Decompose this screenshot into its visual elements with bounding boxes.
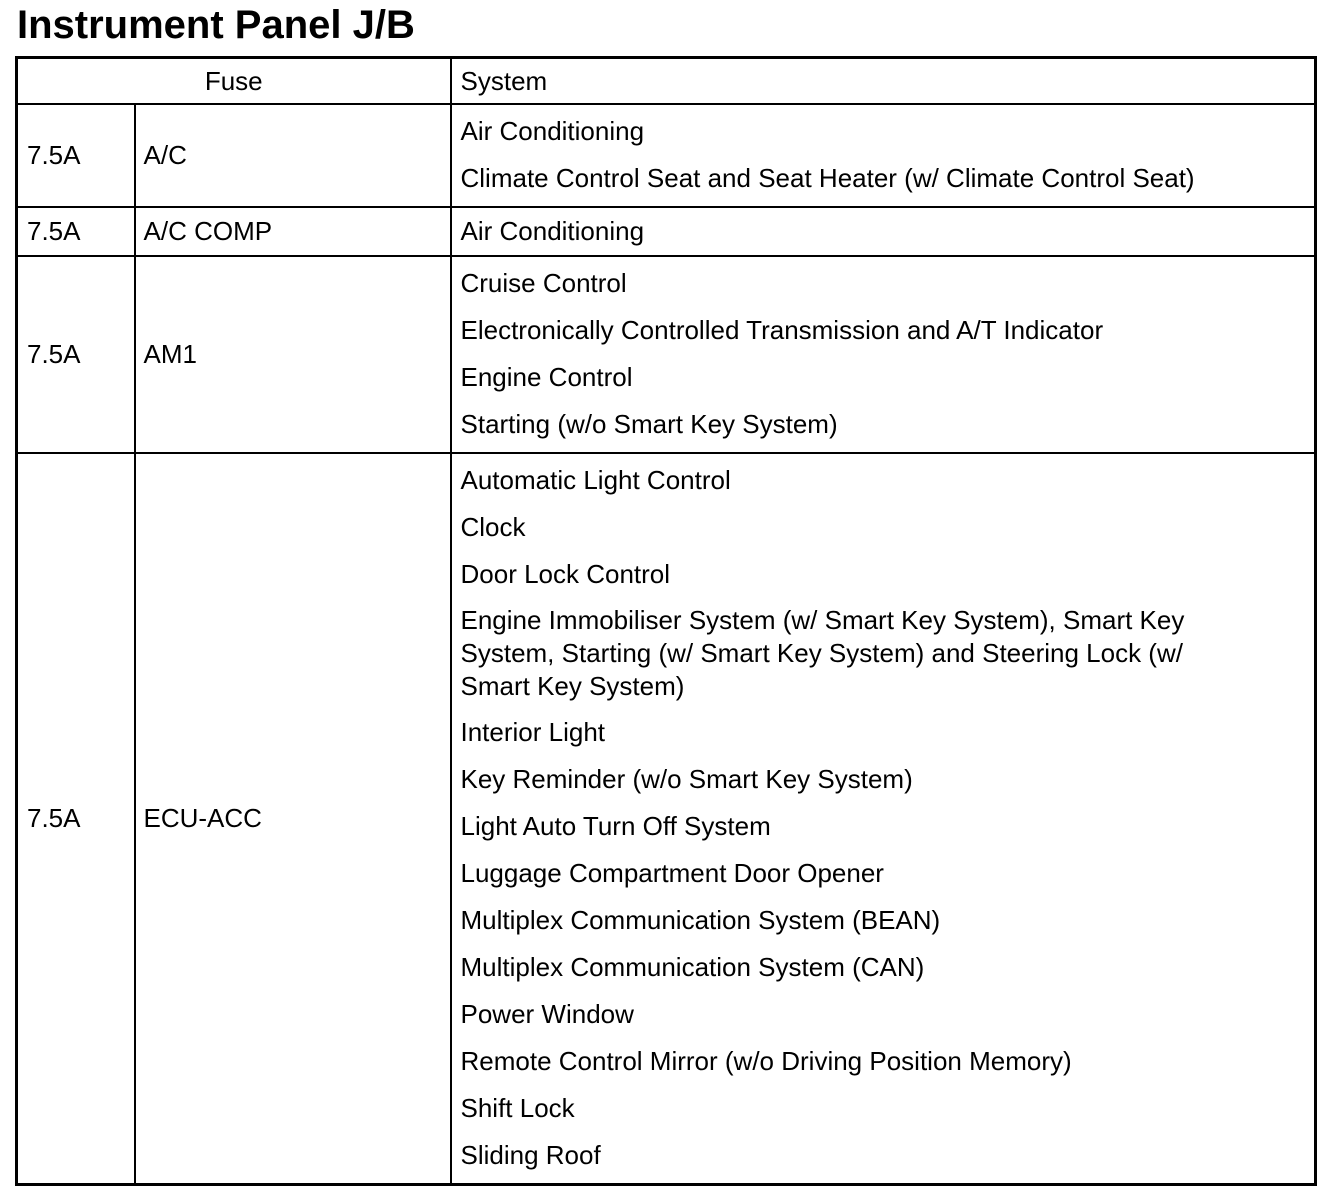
fuse-name: A/C: [135, 104, 451, 207]
system-item: Automatic Light Control: [460, 465, 731, 495]
system-item: Multiplex Communication System (BEAN): [460, 905, 941, 935]
fuse-name: ECU-ACC: [135, 453, 451, 1185]
header-fuse: Fuse: [17, 58, 451, 105]
system-item: Engine Immobiliser System (w/ Smart Key System), Smart Key System, Starting (w/ Smart Key System) and Steering Lock (w/ Smart Key System): [460, 605, 1185, 701]
header-system: System: [451, 58, 1316, 105]
system-item: Door Lock Control: [460, 559, 671, 589]
table-row: [17, 453, 1316, 1185]
system-list: [451, 104, 1316, 207]
table-row: [17, 207, 1316, 256]
system-item: Key Reminder (w/o Smart Key System): [460, 764, 913, 794]
fuse-amperage: 7.5A: [17, 207, 135, 256]
system-item: Shift Lock: [460, 1093, 575, 1123]
fuse-amperage: 7.5A: [17, 453, 135, 1185]
system-item: Multiplex Communication System (CAN): [460, 952, 925, 982]
fuse-name: A/C COMP: [135, 207, 451, 256]
table-row: [17, 104, 1316, 207]
table-row: [17, 256, 1316, 453]
system-item: Remote Control Mirror (w/o Driving Position Memory): [460, 1046, 1072, 1076]
system-item: Air Conditioning: [460, 116, 645, 146]
fuse-table: [15, 56, 1317, 1186]
system-item: Luggage Compartment Door Opener: [460, 858, 884, 888]
fuse-amperage: 7.5A: [17, 104, 135, 207]
system-list: [451, 256, 1316, 453]
table-header-row: [17, 58, 1316, 105]
system-list: [451, 453, 1316, 1185]
system-item: Air Conditioning: [460, 216, 645, 246]
fuse-amperage: 7.5A: [17, 256, 135, 453]
page-title: Instrument Panel J/B: [17, 3, 415, 47]
system-item: Power Window: [460, 999, 634, 1029]
system-list: [451, 207, 1316, 256]
system-item: Electronically Controlled Transmission and A/T Indicator: [460, 315, 1104, 345]
system-item: Sliding Roof: [460, 1140, 601, 1170]
system-item: Cruise Control: [460, 268, 627, 298]
system-item: Climate Control Seat and Seat Heater (w/ Climate Control Seat): [460, 163, 1195, 193]
system-item: Clock: [460, 512, 526, 542]
fuse-name: AM1: [135, 256, 451, 453]
system-item: Engine Control: [460, 362, 633, 392]
system-item: Interior Light: [460, 717, 606, 747]
system-item: Starting (w/o Smart Key System): [460, 409, 838, 439]
system-item: Light Auto Turn Off System: [460, 811, 771, 841]
